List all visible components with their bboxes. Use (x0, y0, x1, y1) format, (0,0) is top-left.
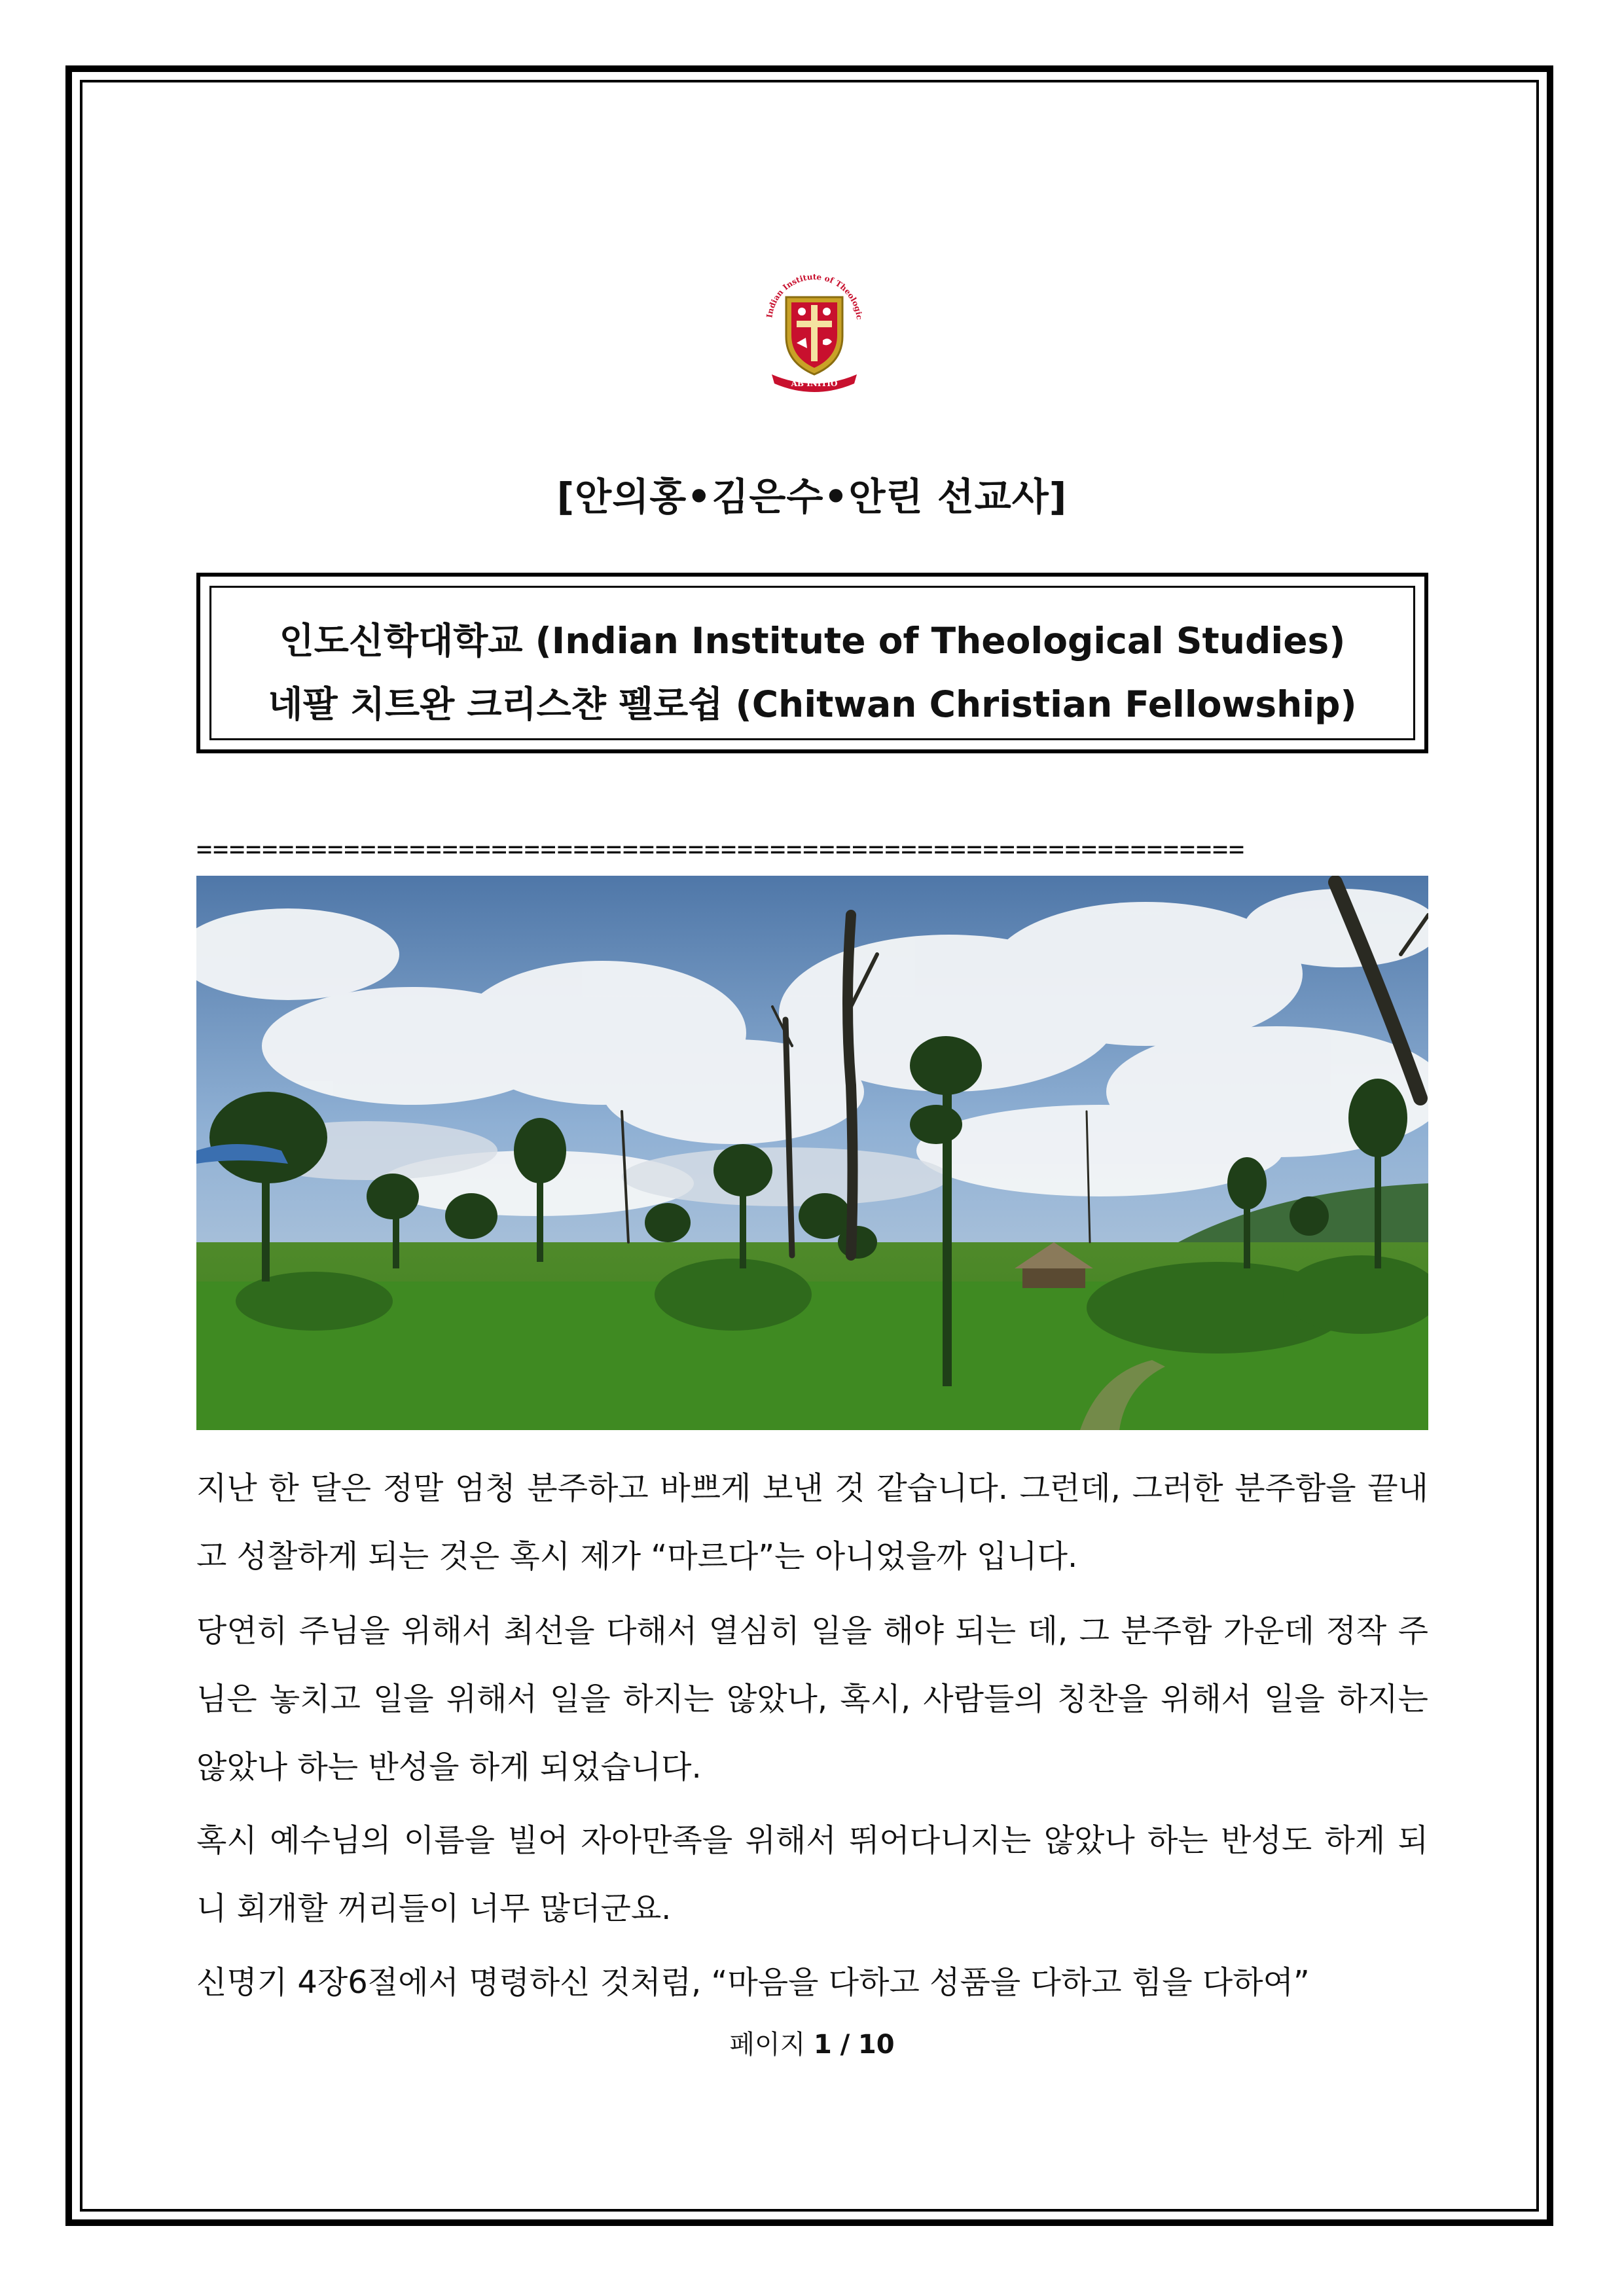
current-page: 1 (814, 2030, 832, 2060)
missionary-names: [안의홍•김은수•안린 선교사] (556, 475, 1068, 519)
divider-line: ================================================================ (196, 836, 1246, 863)
institute-logo (752, 264, 876, 395)
svg-text:Indian Institute of Theologica: Indian Institute of Theologic (765, 272, 864, 321)
page-number (0, 2024, 1624, 2061)
page-separator: / (840, 2030, 850, 2060)
svg-text:AB INITIO: AB INITIO (791, 379, 838, 388)
body-paragraph: 혹시 예수님의 이름을 빌어 자아만족을 위해서 뛰어다니지는 않았나 하는 반성도 하게 되니 회개할 꺼리들이 너무 많더군요. (196, 1822, 1428, 1927)
body-paragraph: 당연히 주님을 위해서 최선을 다해서 열심히 일을 해야 되는 데, 그 분주함 가운데 정작 주님은 놓치고 일을 위해서 일을 하지는 않았나, 혹시, 사람들의 칭찬을 위해서 일을 하지는 않았나 하는 반성을 하게 되었습니다. (196, 1613, 1428, 1785)
total-pages: 10 (857, 2030, 895, 2060)
landscape-photo (196, 876, 1428, 1430)
body-paragraph: 지난 한 달은 정말 엄청 분주하고 바쁘게 보낸 것 같습니다. 그런데, 그러한 분주함을 끝내고 성찰하게 되는 것은 혹시 제가 “마르다”는 아니었을까 입니다. (196, 1470, 1428, 1575)
body-paragraph: 신명기 4장6절에서 명령하신 것처럼, “마음을 다하고 성품을 다하고 힘을 다하여” (196, 1964, 1310, 2001)
fellowship-title: 네팔 치트완 크리스챤 펠로쉽 (Chitwan Christian Fellowship) (268, 683, 1357, 725)
page-label: 페이지 (729, 2030, 806, 2060)
institution-title: 인도신학대학교 (Indian Institute of Theological Studies) (279, 620, 1346, 662)
